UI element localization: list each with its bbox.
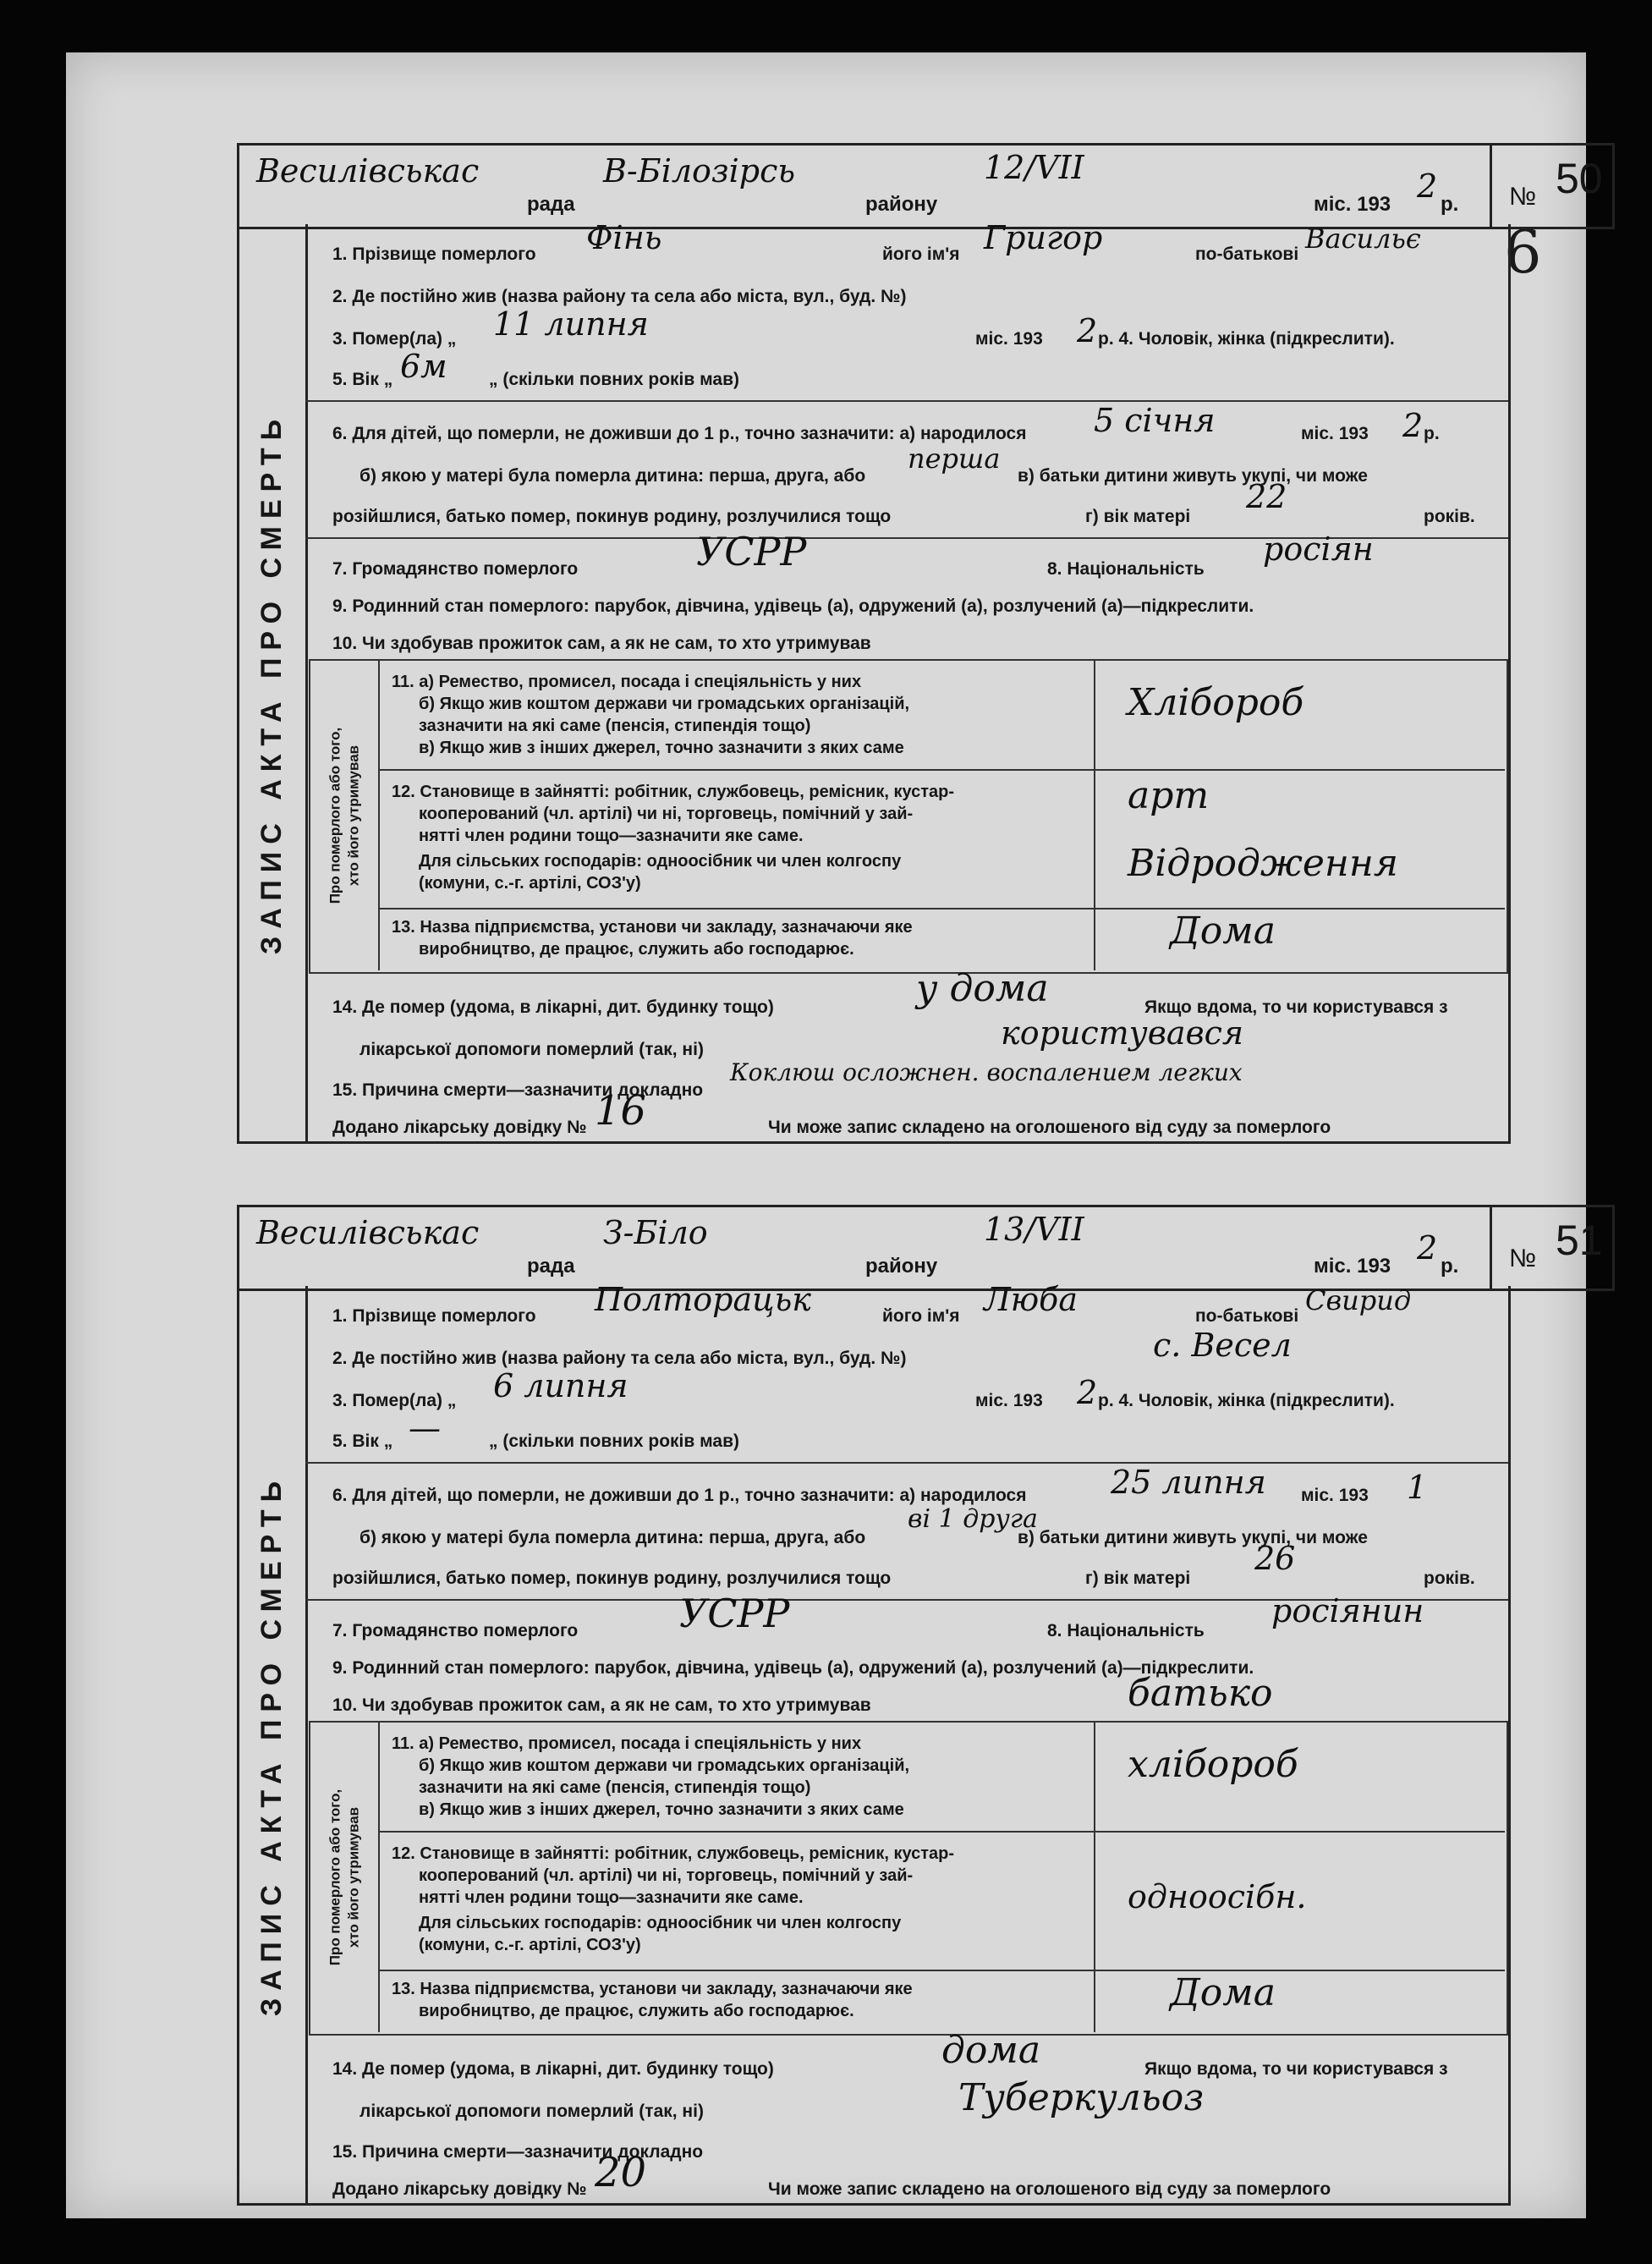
child-year-value: 1 [1407, 1469, 1428, 1506]
raion-label: району [865, 1255, 938, 1278]
record-side-title [239, 1286, 308, 2203]
child-order-value: перша [908, 442, 1001, 475]
medical-value: користувався [1001, 1014, 1244, 1052]
q3-died-label: 3. Помер(ла) „ [332, 1391, 457, 1410]
q10-provider-label: 10. Чи здобував прожиток сам, а як не сам, то хто утримував [332, 1695, 871, 1715]
q5-age-label: 5. Вік „ [332, 370, 393, 389]
age-value: — [409, 1410, 441, 1447]
record-date: 12/VII [984, 149, 1084, 186]
q6-mother-age-label: г) вік матері [1085, 507, 1191, 526]
record-number: 50 [1556, 155, 1603, 202]
q14-place-label: 14. Де помер (удома, в лікарні, дит. будинку тощо) [332, 997, 774, 1017]
q14-medical-label: лікарської допомоги померлий (так, ні) [359, 1040, 704, 1059]
q6-year-suffix: р. [1424, 424, 1440, 443]
q3-died-label: 3. Помер(ла) „ [332, 329, 457, 349]
year-suffix: р. [1441, 1255, 1459, 1278]
death-record-card-51 [176, 1205, 1603, 2203]
q6-years-suffix: років. [1424, 507, 1475, 526]
q14-place-label: 14. Де помер (удома, в лікарні, дит. будинку тощо) [332, 2059, 774, 2079]
year-digit: 2 [1417, 1229, 1438, 1267]
record-date: 13/VII [984, 1211, 1084, 1248]
provider-side-label-2: хто його утримував [345, 745, 362, 887]
q6-parents-label: в) батьки дитини живуть укупі, чи може [1018, 1528, 1368, 1547]
q1-name-label: його ім'я [882, 1306, 960, 1326]
q14-medical-label: лікарської допомоги померлий (так, ні) [359, 2102, 704, 2121]
provider-value: батько [1128, 1672, 1273, 1715]
q14-home-label: Якщо вдома, то чи користувався з [1144, 997, 1448, 1017]
age-value: 6м [400, 348, 447, 385]
q6-parents-label-2: розійшлися, батько помер, покинув родину, розлучилися тощо [332, 507, 892, 526]
nationality-value: росіянин [1271, 1592, 1424, 1629]
rada-name: З-Біло [603, 1214, 708, 1251]
q10-provider-label: 10. Чи здобував прожиток сам, а як не сам, то хто утримував [332, 634, 871, 653]
name-value: Григор [984, 219, 1103, 256]
side-title-text: ЗАПИС АКТА ПРО СМЕРТЬ [255, 1473, 288, 2016]
q8-nationality-label: 8. Національність [1047, 1621, 1205, 1640]
child-year-value: 2 [1402, 407, 1424, 444]
q16-cert-label: Додано лікарську довідку № [332, 2179, 587, 2199]
place-death-value: у дома [916, 967, 1049, 1010]
cause-value: Коклюш осложнен. воспалением легких [730, 1058, 1243, 1086]
number-sign: № [1509, 183, 1537, 211]
died-year-value: 2 [1077, 1374, 1098, 1411]
q13b-label: виробництво, де працює, служить або господарює. [419, 940, 854, 959]
q6-month-label: міс. 193 [1301, 424, 1369, 443]
record-number-box [1490, 143, 1615, 229]
q6-order-label: б) якою у матері була померла дитина: перша, друга, або [359, 1528, 866, 1547]
q15-cause-label: 15. Причина смерти—зазначити докладно [332, 1080, 704, 1100]
q3-month-label: міс. 193 [975, 1391, 1043, 1410]
surname-value: Фінь [586, 219, 662, 256]
q7-citizenship-label: 7. Громадянство померлого [332, 1621, 579, 1640]
q7-citizenship-label: 7. Громадянство померлого [332, 559, 579, 579]
q11b-label: б) Якщо жив коштом держави чи громадських організацій, [419, 1756, 910, 1775]
q8-nationality-label: 8. Національність [1047, 559, 1205, 579]
citizenship-value: УСРР [696, 529, 807, 574]
status-value: одноосібн. [1128, 1878, 1307, 1915]
number-sign: № [1509, 1245, 1537, 1272]
year-digit: 2 [1417, 168, 1438, 205]
q1-surname-label: 1. Прізвище померлого [332, 1306, 536, 1326]
q9-marital-label: 9. Родинний стан померлого: парубок, дівчина, удівець (а), одружений (а), розлучений (а)—підкреслити. [332, 596, 1254, 616]
q6-order-label: б) якою у матері була померла дитина: перша, друга, або [359, 466, 866, 486]
medical-value: Туберкульоз [958, 2076, 1205, 2119]
record-header [237, 1205, 1508, 1291]
q11b-label: б) Якщо жив коштом держави чи громадських організацій, [419, 695, 910, 713]
q2-residence-label: 2. Де постійно жив (назва району та села або міста, вул., буд. №) [332, 1349, 907, 1368]
selsovet-name: Весилівськас [256, 152, 480, 190]
q6-born-label: 6. Для дітей, що померли, не доживши до 1 р., точно зазначити: а) народилося [332, 424, 1027, 443]
q6-years-suffix: років. [1424, 1569, 1475, 1588]
q5-age-suffix: „ (скільки повних років мав) [489, 370, 739, 389]
q12d-label: Для сільських господарів: одноосібник чи член колгоспу [419, 1914, 902, 1932]
provider-side-label-2: хто його утримував [345, 1806, 362, 1948]
provider-side-label-1: Про померлого або того, [327, 1789, 343, 1966]
status-value-2: Відродження [1128, 842, 1398, 885]
record-body [237, 1281, 1511, 2206]
q12b-label: кооперований (чл. артілі) чи ні, торговець, помічний у зай- [419, 805, 914, 823]
month-label: міс. 193 [1314, 1255, 1391, 1278]
patronymic-value: Васильє [1305, 223, 1421, 255]
q12c-label: нятті член родини тощо—зазначити яке саме. [419, 827, 804, 845]
q16-cert-label: Додано лікарську довідку № [332, 1118, 587, 1137]
q11d-label: в) Якщо жив з інших джерел, точно зазначити з яких саме [419, 1800, 904, 1819]
occupation-value: Хлібороб [1128, 681, 1304, 724]
q11d-label: в) Якщо жив з інших джерел, точно зазначити з яких саме [419, 739, 904, 757]
rada-name: В-Білозірсь [603, 152, 796, 190]
q9-marital-label: 9. Родинний стан померлого: парубок, дівчина, удівець (а), одружений (а), розлучений (а)—підкреслити. [332, 1658, 1254, 1678]
place-death-value: дома [941, 2029, 1041, 2072]
cert-no-value: 16 [595, 1087, 647, 1135]
q12d-label: Для сільських господарів: одноосібник чи член колгоспу [419, 852, 902, 871]
q12a-label: 12. Становище в зайнятті: робітник, службовець, ремісник, кустар- [392, 783, 954, 801]
record-number-box [1490, 1205, 1615, 1291]
q12c-label: нятті член родини тощо—зазначити яке саме. [419, 1888, 804, 1907]
status-value: арт [1128, 774, 1210, 817]
q1-name-label: його ім'я [882, 245, 960, 264]
surname-value: Полторацьк [595, 1281, 811, 1318]
died-day-value: 11 липня [493, 305, 649, 343]
selsovet-name: Весилівськас [256, 1214, 480, 1251]
q13a-label: 13. Назва підприємства, установи чи закладу, зазначаючи яке [392, 1980, 913, 1998]
q6-mother-age-label: г) вік матері [1085, 1569, 1191, 1588]
occupation-value: хлібороб [1128, 1743, 1298, 1786]
q12e-label: (комуни, с.-г. артілі, СОЗ'у) [419, 1936, 641, 1954]
q5-age-suffix: „ (скільки повних років мав) [489, 1431, 739, 1451]
q14-home-label: Якщо вдома, то чи користувався з [1144, 2059, 1448, 2079]
q11c-label: зазначити на які саме (пенсія, стипендія тощо) [419, 1778, 811, 1797]
year-suffix: р. [1441, 193, 1459, 216]
q12a-label: 12. Становище в зайнятті: робітник, службовець, ремісник, кустар- [392, 1844, 954, 1863]
workplace-value: Дома [1170, 909, 1276, 953]
died-year-value: 2 [1077, 312, 1098, 349]
q2-residence-label: 2. Де постійно жив (назва району та села або міста, вул., буд. №) [332, 287, 907, 306]
rada-label: рада [527, 193, 575, 216]
q3-sex-label: р. 4. Чоловік, жінка (підкреслити). [1098, 1391, 1395, 1410]
q6-month-label: міс. 193 [1301, 1486, 1369, 1505]
side-title-text: ЗАПИС АКТА ПРО СМЕРТЬ [255, 411, 288, 954]
q11c-label: зазначити на які саме (пенсія, стипендія тощо) [419, 717, 811, 735]
q5-age-label: 5. Вік „ [332, 1431, 393, 1451]
sheet-mark: 6 [1504, 217, 1542, 287]
mother-age-value: 22 [1246, 478, 1287, 515]
child-order-value: ві 1 друга [908, 1504, 1038, 1534]
cert-no-value: 20 [595, 2149, 647, 2196]
q6-parents-label: в) батьки дитини живуть укупі, чи може [1018, 466, 1368, 486]
q3-month-label: міс. 193 [975, 329, 1043, 349]
q1-patronymic-label: по-батькові [1195, 1306, 1299, 1326]
q13b-label: виробництво, де працює, служить або господарює. [419, 2002, 854, 2020]
residence-value: с. Весел [1153, 1327, 1292, 1364]
q6-born-label: 6. Для дітей, що померли, не доживши до 1 р., точно зазначити: а) народилося [332, 1486, 1027, 1505]
q15-cause-label: 15. Причина смерти—зазначити докладно [332, 2142, 704, 2162]
rada-label: рада [527, 1255, 575, 1278]
q11a-label: 11. а) Ремество, промисел, посада і спеціяльність у них [392, 673, 862, 691]
child-born-value: 25 липня [1111, 1464, 1266, 1501]
record-header [237, 143, 1508, 229]
record-side-title [239, 224, 308, 1141]
citizenship-value: УСРР [679, 1591, 790, 1636]
q11a-label: 11. а) Ремество, промисел, посада і спеціяльність у них [392, 1734, 862, 1753]
document-page [66, 52, 1603, 2218]
q1-patronymic-label: по-батькові [1195, 245, 1299, 264]
patronymic-value: Свирид [1305, 1284, 1412, 1316]
workplace-value: Дома [1170, 1971, 1276, 2014]
record-number: 51 [1556, 1217, 1603, 1264]
nationality-value: росіян [1263, 530, 1374, 568]
q6-parents-label-2: розійшлися, батько помер, покинув родину, розлучилися тощо [332, 1569, 892, 1588]
raion-label: району [865, 193, 938, 216]
month-label: міс. 193 [1314, 193, 1391, 216]
q12b-label: кооперований (чл. артілі) чи ні, торговець, помічний у зай- [419, 1866, 914, 1885]
q16-court-label: Чи може запис складено на оголошеного від суду за померлого [768, 2179, 1331, 2199]
q12e-label: (комуни, с.-г. артілі, СОЗ'у) [419, 874, 641, 893]
q3-sex-label: р. 4. Чоловік, жінка (підкреслити). [1098, 329, 1395, 349]
child-born-value: 5 січня [1094, 402, 1216, 439]
q13a-label: 13. Назва підприємства, установи чи закладу, зазначаючи яке [392, 918, 913, 937]
provider-side-label-1: Про померлого або того, [327, 727, 343, 904]
record-body [237, 219, 1511, 1144]
death-record-card-50 [176, 143, 1603, 1141]
q1-surname-label: 1. Прізвище померлого [332, 245, 536, 264]
died-day-value: 6 липня [493, 1367, 628, 1404]
name-value: Люба [984, 1281, 1078, 1318]
mother-age-value: 26 [1254, 1540, 1296, 1577]
q16-court-label: Чи може запис складено на оголошеного від суду за померлого [768, 1118, 1331, 1137]
